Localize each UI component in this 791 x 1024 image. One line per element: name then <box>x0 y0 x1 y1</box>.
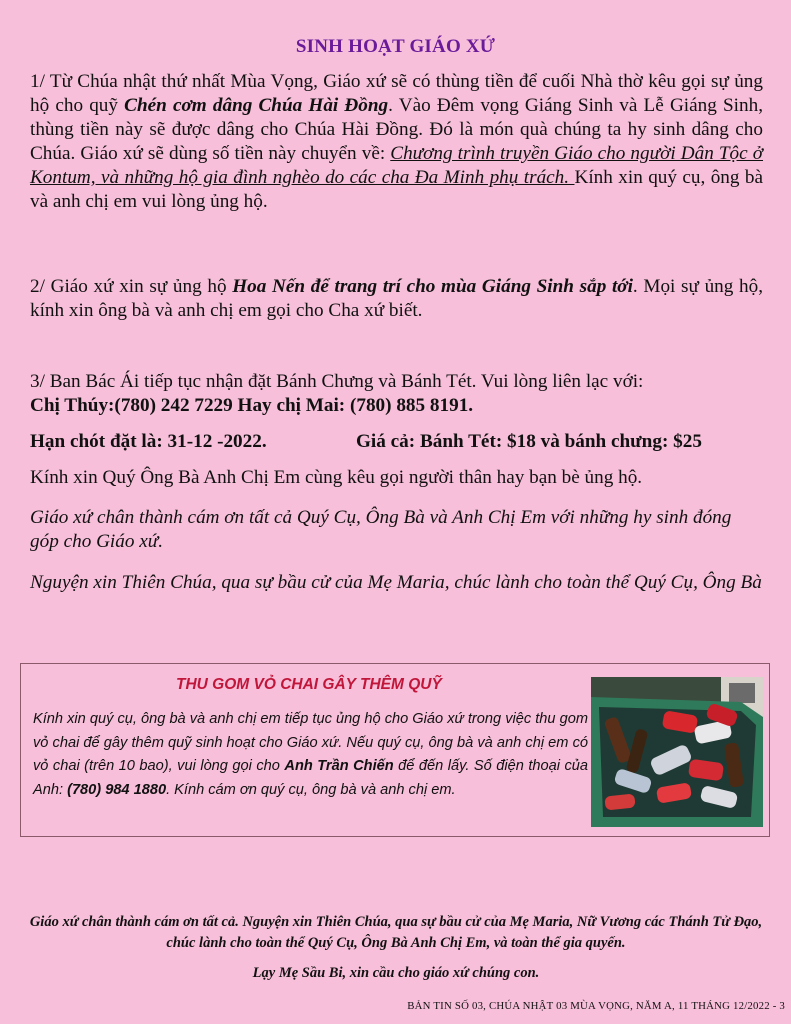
announcement-1-text: 1/ Từ Chúa nhật thứ nhất Mùa Vọng, Giáo xứ sẽ có thùng tiền để cuối Nhà thờ kêu gọi sự ủng hộ cho quỹ <box>30 71 763 116</box>
prayer-text: Nguyện xin Thiên Chúa, qua sự bầu cử của Mẹ Maria, chúc lành cho toàn thể Quý Cụ, Ông Bà <box>30 572 762 593</box>
announcement-2-text-2: . Mọi sự ủng hộ, kính xin ông bà và anh chị em gọi cho Cha xứ biết. <box>30 276 763 321</box>
flower-candle-request: Hoa Nến để trang trí cho mùa Giáng Sinh sắp tới <box>232 276 633 297</box>
announcement-2-text: 2/ Giáo xứ xin sự ủng hộ <box>30 276 233 297</box>
announcement-3 <box>30 370 763 418</box>
order-deadline: Hạn chót đặt là: 31-12 -2022. <box>30 431 267 452</box>
mission-program: Chương trình truyền Giáo cho người Dân Tộc ở Kontum, và những hộ gia đình nghèo do các cha Đa Minh phụ trách. <box>30 143 763 188</box>
bottle-bin-photo <box>591 677 763 827</box>
thanks-text: Giáo xứ chân thành cám ơn tất cả Quý Cụ, Ông Bà và Anh Chị Em với những hy sinh đóng góp cho Giáo xứ. <box>30 507 732 552</box>
contact-phone: (780) 984 1880 <box>67 781 167 798</box>
footer-prayer: Lạy Mẹ Sầu Bi, xin cầu cho giáo xứ chúng con. <box>252 965 540 981</box>
announcement-1 <box>30 70 763 214</box>
bottle-drive-title: THU GOM VỎ CHAI GÂY THÊM QUỸ <box>176 676 442 693</box>
announcement-1-text-2: . Vào Đêm vọng Giáng Sinh và Lễ Giáng Sinh, thùng tiền này sẽ được dâng cho Chúa Hài Đồng. Đó là món quà chúng ta hy sinh dâng cho Chúa. Giáo xứ sẽ dùng số tiền này chuyển về: <box>30 95 763 164</box>
contact-phones: Chị Thúy:(780) 242 7229 Hay chị Mai: (780) 885 8191. <box>30 395 474 416</box>
contact-name: Anh Trần Chiến <box>284 758 394 774</box>
announcement-1-text-3: Kính xin quý cụ, ông bà và anh chị em vui lòng ủng hộ. <box>30 167 763 212</box>
bottle-bin-illustration <box>591 677 763 827</box>
bottle-drive-text <box>33 708 588 802</box>
announcement-3-text: 3/ Ban Bác Ái tiếp tục nhận đặt Bánh Chưng và Bánh Tét. Vui lòng liên lạc với: <box>30 371 644 392</box>
footer-blessing: Giáo xứ chân thành cám ơn tất cả. Nguyện xin Thiên Chúa, qua sự bầu cử của Mẹ Maria, Nữ Vương các Thánh Tử Đạo, chúc lành cho toàn thể Quý Cụ, Ông Bà Anh Chị Em, và toàn thể gia quyến. <box>29 914 763 951</box>
bottle-drive-text-2: để đến lấy. Số điện thoại của Anh: <box>33 758 588 798</box>
deadline-price-line <box>30 430 763 454</box>
page-title: SINH HOẠT GIÁO XỨ <box>295 36 496 57</box>
appeal-text: Kính xin Quý Ông Bà Anh Chị Em cùng kêu gọi người thân hay bạn bè ủng hộ. <box>30 467 643 488</box>
announcement-2 <box>30 275 763 323</box>
bulletin-info: BẢN TIN SỐ 03, CHÚA NHẬT 03 MÙA VỌNG, NĂM A, 11 THÁNG 12/2022 - 3 <box>407 1000 785 1012</box>
price-info: Giá cả: Bánh Tét: $18 và bánh chưng: $25 <box>356 431 702 452</box>
bottle-drive-text-1: Kính xin quý cụ, ông bà và anh chị em tiếp tục ủng hộ cho Giáo xứ trong việc thu gom vỏ chai để gây thêm quỹ sinh hoạt cho Giáo xứ. Nếu quý cụ, ông bà và anh chị em có vỏ chai (trên 10 bao), vui lòng gọi cho <box>33 711 588 774</box>
bottle-drive-box <box>20 663 770 837</box>
fund-name: Chén cơm dâng Chúa Hài Đồng <box>124 95 389 116</box>
bottle-drive-text-3: . Kính cám ơn quý cụ, ông bà và anh chị em. <box>166 781 456 798</box>
